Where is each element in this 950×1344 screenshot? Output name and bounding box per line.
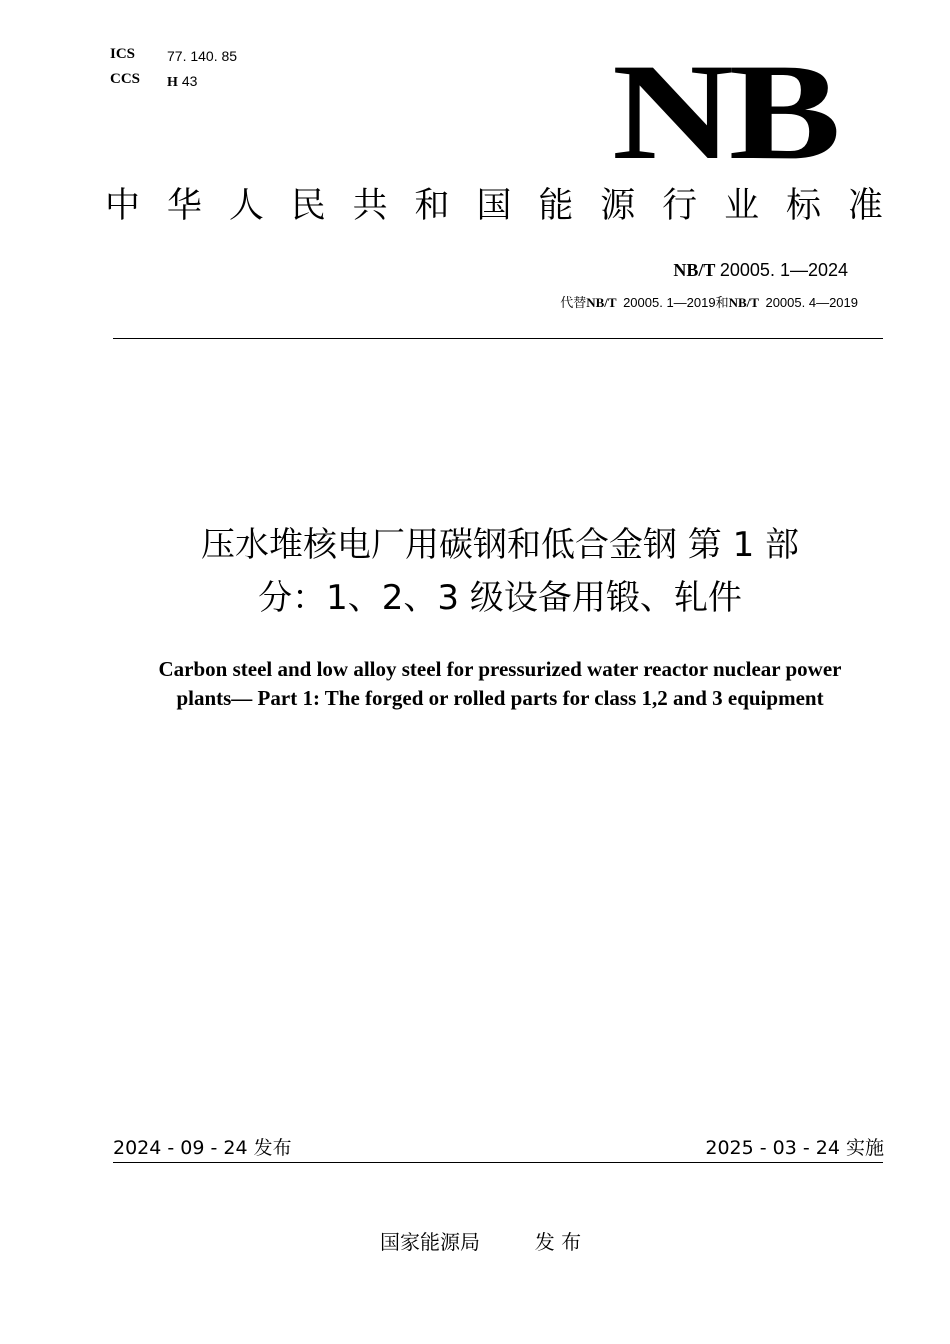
replaces-code-1: NB/T: [586, 295, 617, 310]
industry-title-char: 华: [166, 186, 202, 226]
title-chinese-line-2: 分：1、2、3 级设备用锻、轧件: [258, 578, 742, 618]
replaces-number-2: 20005. 4—2019: [765, 295, 858, 310]
industry-standard-title: [105, 184, 883, 228]
replaces-line: [560, 292, 858, 311]
publisher-name: 国家能源局: [380, 1230, 480, 1254]
replaces-and: 和: [715, 296, 729, 311]
ccs-value: [167, 73, 197, 91]
replaces-number-1: 20005. 1—2019: [623, 295, 716, 310]
industry-title-char: 国: [476, 186, 512, 226]
industry-title-char: 业: [724, 186, 760, 226]
industry-title-char: 共: [352, 186, 388, 226]
title-english-line-2: plants— Part 1: The forged or rolled parts for class 1,2 and 3 equipment: [176, 686, 824, 710]
ccs-value-letter: H: [167, 75, 178, 90]
ics-label: ICS: [110, 46, 136, 62]
ics-value: 77. 140. 85: [167, 48, 238, 64]
title-chinese-line-1: 压水堆核电厂用碳钢和低合金钢 第 1 部: [200, 525, 800, 565]
header-divider: [113, 338, 883, 339]
standard-number-value: 20005. 1—2024: [719, 260, 848, 280]
standard-number: [673, 260, 848, 281]
replaces-code-2: NB/T: [728, 295, 759, 310]
industry-title-char: 行: [662, 186, 698, 226]
nb-logo: NB: [612, 35, 837, 188]
industry-title-char: 准: [847, 186, 883, 226]
footer-divider: [113, 1162, 883, 1163]
industry-title-char: 人: [228, 186, 264, 226]
title-chinese: [100, 519, 900, 625]
replaces-prefix: 代替: [560, 296, 587, 311]
title-english: [100, 655, 900, 713]
publisher-action: 发 布: [534, 1230, 582, 1254]
issue-date: 2024 - 09 - 24 发布: [113, 1137, 292, 1159]
industry-title-char: 源: [600, 186, 636, 226]
industry-title-char: 能: [538, 186, 574, 226]
title-english-line-1: Carbon steel and low alloy steel for pressurized water reactor nuclear power: [158, 657, 842, 681]
industry-title-char: 和: [414, 186, 450, 226]
industry-title-char: 中: [105, 186, 141, 226]
industry-title-char: 标: [785, 186, 821, 226]
industry-title-char: 民: [290, 186, 326, 226]
ccs-label: CCS: [110, 71, 141, 87]
standard-code: NB/T: [673, 260, 716, 280]
effective-date: 2025 - 03 - 24 实施: [705, 1137, 884, 1159]
publisher: [380, 1226, 581, 1255]
ccs-value-number: 43: [181, 73, 198, 89]
